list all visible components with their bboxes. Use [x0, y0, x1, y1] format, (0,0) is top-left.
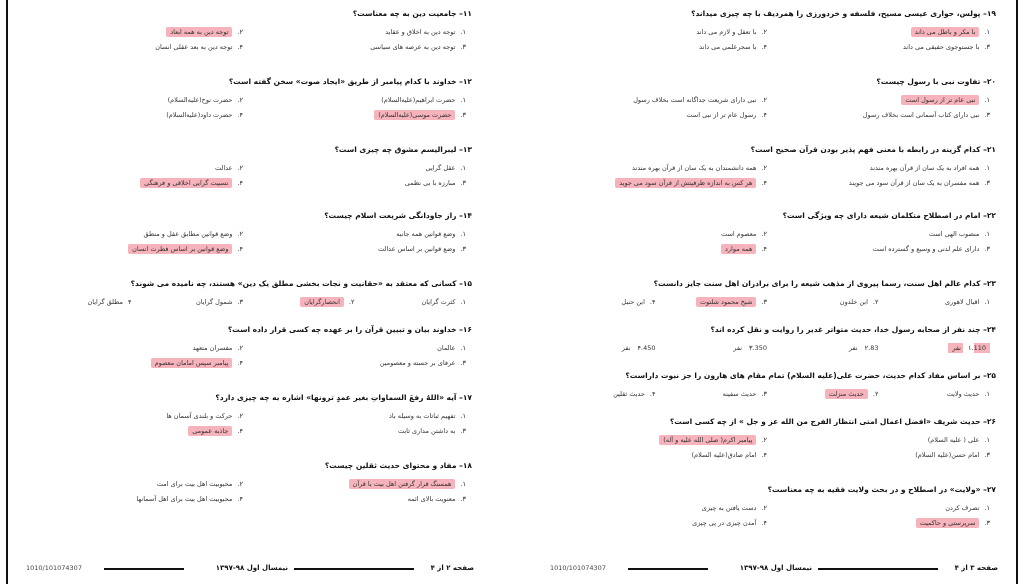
option-number: ۱. — [460, 344, 466, 352]
option-number: ۱. — [984, 164, 990, 172]
option-text: همه مفسران به یک سان از قرآن سود می جویند — [848, 179, 980, 187]
question-block — [550, 76, 996, 121]
option-text: به داشتن مداری ثابت — [397, 427, 456, 435]
answer-option-highlighted — [773, 26, 996, 38]
option-number: ۲. — [761, 164, 767, 172]
option-number: ۱. — [968, 344, 974, 352]
question-block — [550, 210, 996, 255]
question-title: ۱۲– خداوند با کدام پیامبر از طریق «ایجاد صوت» سخن گفته است؟ — [228, 77, 472, 86]
option-number: ۱. — [460, 28, 466, 36]
option-number: ۴. — [237, 111, 243, 119]
option-text: عدالت — [214, 164, 233, 172]
answer-option — [550, 342, 662, 354]
option-number: ۴. — [237, 359, 243, 367]
options-list — [550, 94, 996, 121]
option-text: 450 نفر — [621, 344, 656, 352]
option-text: مفسران متعهد — [192, 344, 233, 352]
options-list — [550, 502, 996, 529]
option-text: همسنگ قرار گرفتن اهل بیت با قرآن — [349, 479, 456, 489]
answer-option — [26, 296, 138, 308]
option-number: ۲. — [237, 230, 243, 238]
question-block — [26, 460, 472, 505]
options-list — [26, 342, 472, 369]
option-number: ۳. — [761, 298, 767, 306]
option-text: وضع قوانین مطابق عقل و منطق — [143, 230, 233, 238]
question-title: ۲۵– بر اساس مفاد کدام حدیث، حضرت علی(علیه السلام) تمام مقام های هارون را جز نبوت داراست؟ — [625, 371, 996, 380]
options-list — [550, 342, 996, 354]
page-edge-left — [6, 0, 8, 584]
answer-option — [773, 449, 996, 461]
option-text: مطلق گرایان — [87, 298, 123, 306]
question-title: ۲۱– کدام گزینه در رابطه با معنی فهم پذیر بودن قرآن صحیح است؟ — [750, 145, 996, 154]
option-text: هر کس به اندازه ظرفیتش از قرآن سود می جوید — [615, 178, 756, 188]
option-number: ۱. — [460, 298, 466, 306]
answer-option — [550, 162, 773, 174]
option-text: وضع قوانین همه جانبه — [396, 230, 456, 238]
option-text: با جستوجوی حقیقی می داند — [902, 43, 980, 51]
answer-option — [773, 502, 996, 514]
answer-option — [550, 26, 773, 38]
answer-option-highlighted — [773, 517, 996, 529]
option-number: ۲. — [761, 230, 767, 238]
answer-option — [885, 296, 997, 308]
question-block — [550, 144, 996, 189]
option-number: ۱. — [984, 298, 990, 306]
answer-option-highlighted — [249, 296, 361, 308]
answer-option — [249, 177, 472, 189]
option-text: نبی دارای شریعت جداگانه است بخلاف رسول — [633, 96, 757, 104]
question-title: ۱۳– لیبرالیسم مشوق چه چیزی است؟ — [334, 145, 472, 154]
option-text: 110 نفر — [948, 343, 990, 353]
option-number: ۱. — [984, 230, 990, 238]
option-number: ۴. — [761, 43, 767, 51]
question-title: ۲۳– کدام عالم اهل سنت، رسما پیروی از مذهب شیعه را برای برادران اهل سنت جایز دانست؟ — [653, 279, 996, 288]
semester-label: نیمسال اول ۹۸-۱۳۹۷ — [739, 564, 812, 572]
option-text: محبوبیت اهل بیت برای امت — [156, 480, 233, 488]
page-footer — [550, 564, 998, 574]
answer-option — [26, 109, 249, 121]
answer-option-highlighted — [26, 243, 249, 255]
option-number: ۱. — [460, 96, 466, 104]
option-text: همه موارد — [721, 244, 756, 254]
option-text: امام حسن(علیه السلام) — [915, 451, 980, 459]
option-text: معنویت بالای ائمه — [407, 495, 456, 503]
answer-option — [550, 517, 773, 529]
option-text: حضرت ابراهیم(علیه‌السلام) — [381, 96, 456, 104]
question-block — [550, 278, 996, 308]
option-text: حرکت و بلندی آسمان ها — [166, 412, 233, 420]
option-text: با سحرعلمی می داند — [699, 43, 757, 51]
option-number: ۲. — [237, 412, 243, 420]
footer-rule — [294, 568, 414, 570]
answer-option — [138, 296, 250, 308]
option-number: ۴. — [649, 298, 656, 306]
answer-option — [550, 388, 662, 400]
question-title: ۱۷– آیه «اللهُ رفعَ السماواتِ بغیر عمدٍ ترونها» اشاره به چه چیزی دارد؟ — [215, 393, 472, 402]
option-number: ۱. — [984, 96, 990, 104]
footer-rule — [818, 568, 938, 570]
answer-option — [361, 296, 473, 308]
question-block — [550, 324, 996, 354]
option-number: ۲. — [761, 436, 767, 444]
option-number: ۳. — [460, 427, 466, 435]
option-number: ۲. — [348, 298, 355, 306]
option-text: مبارزه با بی نظمی — [404, 179, 456, 187]
answer-option — [249, 493, 472, 505]
option-number: ۴. — [237, 245, 243, 253]
answer-option — [249, 228, 472, 240]
option-text: همه افراد به یک سان از قرآن بهره مندند — [869, 164, 980, 172]
option-number: ۳. — [984, 451, 990, 459]
answer-option-highlighted — [550, 177, 773, 189]
option-number: ۲. — [237, 344, 243, 352]
answer-option — [249, 425, 472, 437]
page-number: صفحه ۳ از ۴ — [954, 564, 998, 572]
footer-rule — [104, 568, 184, 570]
question-title: ۲۶– حدیث شریف «افضل اعمال امتی انتظار الفرج من الله عز و جل » از چه کسی است؟ — [669, 417, 996, 426]
question-block — [26, 278, 472, 308]
option-text: ابن حنبل — [621, 298, 645, 306]
answer-option — [249, 162, 472, 174]
answer-option — [662, 342, 774, 354]
option-text: عقل گرایی — [425, 164, 456, 172]
question-block — [26, 392, 472, 437]
option-text: رسول عام تر از نبی است — [686, 111, 757, 119]
question-block — [26, 210, 472, 255]
answer-option — [249, 342, 472, 354]
exam-code: 1010/101074307 — [26, 564, 82, 572]
question-title: ۱۱– جامعیت دین به چه معناست؟ — [352, 9, 472, 18]
question-block — [26, 324, 472, 369]
option-number: ۲. — [761, 28, 767, 36]
option-number: ۴. — [761, 451, 767, 459]
option-number: ۳. — [460, 495, 466, 503]
answer-option-highlighted — [26, 425, 249, 437]
answer-option-highlighted — [249, 109, 472, 121]
semester-label: نیمسال اول ۹۸-۱۳۹۷ — [215, 564, 288, 572]
question-block — [550, 8, 996, 53]
option-number: ۱. — [460, 230, 466, 238]
option-number: ۲. — [237, 96, 243, 104]
answer-option — [550, 41, 773, 53]
option-text: حدیث ولایت — [946, 390, 980, 398]
option-number: ۳. — [460, 245, 466, 253]
answer-option-highlighted — [249, 478, 472, 490]
option-number: ۲. — [237, 164, 243, 172]
question-title: ۲۲– امام در اصطلاح متکلمان شیعه دارای چه ویژگی است؟ — [782, 211, 996, 220]
option-number: ۴. — [237, 179, 243, 187]
option-number: ۳. — [761, 390, 767, 398]
question-title: ۱۴– راز جاودانگی شریعت اسلام چیست؟ — [324, 211, 472, 220]
answer-option — [249, 94, 472, 106]
option-number: ۴. — [637, 344, 644, 352]
option-number: ۳. — [460, 179, 466, 187]
answer-option — [26, 41, 249, 53]
answer-option — [773, 177, 996, 189]
option-text: وضع قوانین بر اساس عدالت — [378, 245, 456, 253]
option-text: ابن خلدون — [839, 298, 868, 306]
option-number: ۳. — [749, 344, 755, 352]
option-number: ۲. — [872, 390, 879, 398]
answer-option — [249, 410, 472, 422]
answer-option — [249, 26, 472, 38]
option-number: ۴ — [128, 298, 132, 306]
options-list — [26, 162, 472, 189]
option-text: محبوبیت اهل بیت برای اهل آسمانها — [136, 495, 233, 503]
answer-option — [773, 342, 885, 354]
page-edge-right — [1016, 0, 1018, 584]
option-number: ۴. — [761, 245, 767, 253]
answer-option-highlighted — [550, 434, 773, 446]
option-number: ۲. — [872, 298, 879, 306]
option-text: نبی دارای کتاب آسمانی است بخلاف رسول — [862, 111, 980, 119]
answer-option-highlighted — [550, 243, 773, 255]
exam-page-left — [12, 0, 488, 584]
answer-option — [773, 41, 996, 53]
option-number: ۳. — [460, 43, 466, 51]
option-number: ۳. — [984, 43, 990, 51]
answer-option — [773, 434, 996, 446]
option-number: ۲. — [237, 28, 243, 36]
options-list — [550, 26, 996, 53]
footer-rule — [628, 568, 708, 570]
question-title: ۲۷– «ولایت» در اصطلاح و در بحث ولایت فقیه به چه معناست؟ — [767, 485, 996, 494]
option-number: ۱. — [984, 390, 990, 398]
option-text: دارای علم لدنی و وسیع و گسترده است — [872, 245, 980, 253]
answer-option — [773, 109, 996, 121]
answer-option-highlighted — [773, 94, 996, 106]
answer-option-highlighted — [773, 388, 885, 400]
answer-option — [26, 228, 249, 240]
question-title: ۱۵– کسانی که معتقد به «حقانیت و نجات بخشی مطلق یک دین» هستند، چه نامیده می شوند؟ — [130, 279, 472, 288]
options-list — [26, 26, 472, 53]
options-list — [26, 228, 472, 255]
option-number: ۴. — [761, 111, 767, 119]
question-title: ۱۶– خداوند بیان و تبیین قرآن را بر عهده چه کسی قرار داده است؟ — [227, 325, 472, 334]
question-block — [550, 484, 996, 529]
option-number: ۱. — [984, 28, 990, 36]
option-text: با تعقل و لازم می داند — [696, 28, 757, 36]
option-number: ۳. — [237, 298, 243, 306]
option-text: تفهیم ثباتات به وسیله باد — [388, 412, 456, 420]
question-block — [26, 144, 472, 189]
option-text: کثرت گرایان — [421, 298, 456, 306]
answer-option — [885, 388, 997, 400]
answer-option-highlighted — [26, 177, 249, 189]
option-text: سرپرستی و حاکمیت — [916, 518, 980, 528]
option-text: نبی عام تر از رسول است — [901, 95, 979, 105]
answer-option — [26, 410, 249, 422]
option-number: ۴. — [761, 519, 767, 527]
option-text: شیخ محمود شلتوت — [696, 297, 756, 307]
answer-option — [26, 342, 249, 354]
option-number: ۱. — [984, 504, 990, 512]
answer-option — [550, 449, 773, 461]
answer-option — [26, 478, 249, 490]
answer-option-highlighted — [26, 357, 249, 369]
question-title: ۲۴– چند نفر از صحابه رسول خدا، حدیث متواتر غدیر را روایت و نقل کرده اند؟ — [710, 325, 996, 334]
option-number: ۳. — [984, 519, 990, 527]
answer-option-highlighted — [662, 296, 774, 308]
options-list — [550, 296, 996, 308]
option-text: توجه دین به بعد عقلی انسان — [155, 43, 233, 51]
option-number: ۱. — [984, 436, 990, 444]
option-number: ۳. — [984, 245, 990, 253]
answer-option — [773, 162, 996, 174]
question-block — [550, 416, 996, 461]
question-block — [26, 76, 472, 121]
option-number: ۲. — [761, 504, 767, 512]
option-number: ۲. — [761, 96, 767, 104]
option-text: امام صادق(علیه السلام) — [691, 451, 757, 459]
page-number: صفحه ۲ از ۴ — [430, 564, 474, 572]
answer-option-highlighted — [26, 26, 249, 38]
answer-option-highlighted — [885, 342, 997, 354]
option-text: پیامبر اکرم( صلی الله علیه و آله) — [659, 435, 756, 445]
option-number: ۲. — [864, 344, 871, 352]
answer-option — [249, 243, 472, 255]
options-list — [550, 434, 996, 461]
option-text: جاذبه عمومی — [188, 426, 232, 436]
option-number: ۳. — [984, 111, 990, 119]
option-number: ۳. — [460, 111, 466, 119]
exam-page-right — [536, 0, 1012, 584]
option-text: 350 نفر — [733, 344, 767, 352]
options-list — [26, 410, 472, 437]
option-text: دست یافتن به چیزی — [701, 504, 757, 512]
options-list — [550, 228, 996, 255]
option-text: آمدن چیزی در پی چیزی — [692, 519, 757, 527]
answer-option — [249, 41, 472, 53]
option-text: انحصارگرایان — [300, 297, 344, 307]
options-list — [550, 388, 996, 400]
answer-option — [773, 228, 996, 240]
option-number: ۴. — [761, 179, 767, 187]
option-number: ۲. — [237, 480, 243, 488]
option-text: توجه دین به همه ابعاد — [166, 27, 232, 37]
option-number: ۱. — [460, 164, 466, 172]
options-list — [26, 296, 472, 308]
option-text: وضع قوانین بر اساس فطرت انسان — [128, 244, 232, 254]
option-text: توجه دین به عرصه های سیاسی — [370, 43, 456, 51]
answer-option — [550, 109, 773, 121]
answer-option — [550, 296, 662, 308]
options-list — [26, 94, 472, 121]
option-number: ۳. — [984, 179, 990, 187]
option-text: 83 نفر — [848, 344, 879, 352]
answer-option — [662, 388, 774, 400]
answer-option — [550, 228, 773, 240]
question-block — [550, 370, 996, 400]
option-text: همه دانشمندان به یک سان از قرآن بهره مندند — [631, 164, 757, 172]
question-title: ۱۹– پولس، حواری عیسی مسیح، فلسفه و خردورزی را همردیف با چه چیزی میداند؟ — [691, 9, 996, 18]
answer-option — [26, 94, 249, 106]
option-text: عالمان — [437, 344, 456, 352]
option-text: با مکر و باطل می داند — [911, 27, 980, 37]
answer-option — [773, 243, 996, 255]
answer-option — [550, 94, 773, 106]
option-text: شمول گرایان — [196, 298, 233, 306]
answer-option — [26, 493, 249, 505]
option-text: نسبیت گرایی اخلاقی و فرهنگی — [140, 178, 232, 188]
answer-option — [26, 162, 249, 174]
option-text: منصوب الهی است — [928, 230, 980, 238]
answer-option — [550, 502, 773, 514]
option-text: معصوم است — [721, 230, 757, 238]
option-text: حضرت موسی(علیه‌السلام) — [374, 110, 455, 120]
option-text: حدیث سفینه — [722, 390, 757, 398]
option-number: ۴. — [237, 427, 243, 435]
option-text: حضرت نوح(علیه‌السلام) — [167, 96, 233, 104]
options-list — [26, 478, 472, 505]
option-number: ۱. — [460, 480, 466, 488]
question-title: ۱۸– مفاد و محتوای حدیث ثقلین چیست؟ — [324, 461, 472, 470]
option-number: ۱. — [460, 412, 466, 420]
option-text: اقبال لاهوری — [945, 298, 980, 306]
option-number: ۴. — [237, 495, 243, 503]
option-number: ۴. — [649, 390, 656, 398]
option-text: عرفای بر جسته و معصومین — [379, 359, 456, 367]
option-text: توجه دین به اخلاق و عقاید — [385, 28, 456, 36]
exam-code: 1010/101074307 — [550, 564, 606, 572]
page-footer — [26, 564, 474, 574]
option-text: تصرف کردن — [945, 504, 980, 512]
option-number: ۳. — [460, 359, 466, 367]
option-number: ۴. — [237, 43, 243, 51]
option-text: حضرت داود(علیه‌السلام) — [166, 111, 233, 119]
answer-option — [773, 296, 885, 308]
option-text: حدیث منزلت — [825, 389, 868, 399]
option-text: علی ( علیه السلام) — [927, 436, 980, 444]
question-title: ۲۰– تفاوت نبی با رسول چیست؟ — [876, 77, 996, 86]
option-text: حدیث ثقلین — [613, 390, 645, 398]
options-list — [550, 162, 996, 189]
option-text: پیامبر سپس امامان معصوم — [151, 358, 233, 368]
question-block — [26, 8, 472, 53]
answer-option — [249, 357, 472, 369]
